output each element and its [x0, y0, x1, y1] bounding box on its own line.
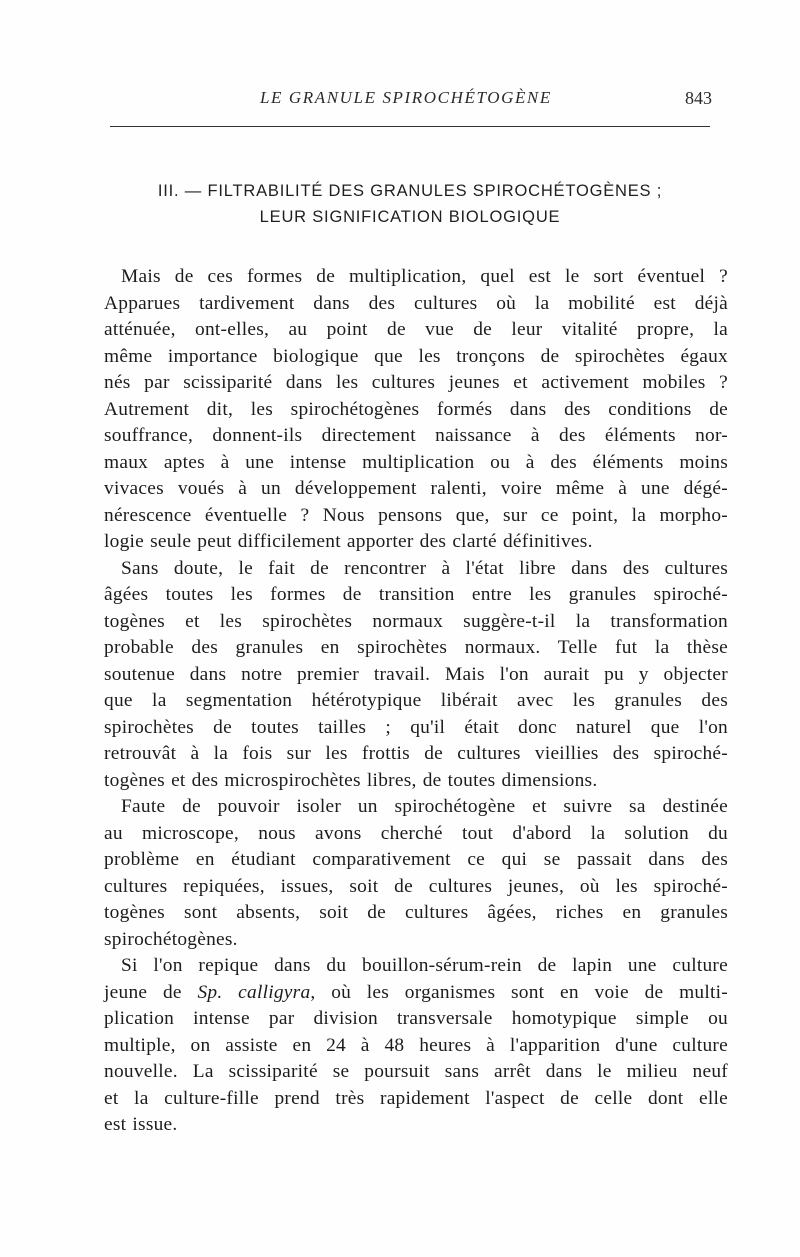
page-number: 843	[685, 88, 712, 108]
text-line: nés par scissiparité dans les cultures jeunes et activement mobiles ?	[104, 372, 728, 393]
body-text	[104, 264, 728, 1139]
text-line: est issue.	[104, 1114, 178, 1135]
running-title: LE GRANULE SPIROCHÉTOGÈNE	[260, 88, 552, 107]
paragraph	[104, 953, 728, 1139]
text-line: Si l'on repique dans du bouillon-sérum-rein de lapin une culture	[121, 955, 728, 976]
text-line: souffrance, donnent-ils directement naissance à des éléments nor-	[104, 425, 728, 446]
text-line: soutenue dans notre premier travail. Mais l'on aurait pu y objecter	[104, 663, 728, 685]
text-line: plication intense par division transversale homotypique simple ou	[104, 1008, 728, 1029]
text-line: logie seule peut difficilement apporter des clarté définitives.	[104, 531, 593, 552]
text-line: Faute de pouvoir isoler un spirochétogène et suivre sa destinée	[121, 796, 728, 817]
text-line: spirochétogènes.	[104, 928, 238, 950]
text-line: cultures repiquées, issues, soit de cultures jeunes, où les spiroché-	[104, 875, 728, 897]
paragraph	[104, 264, 728, 556]
text-line: probable des granules en spirochètes normaux. Telle fut la thèse	[104, 637, 728, 658]
text-line: et la culture-fille prend très rapidement l'aspect de celle dont elle	[104, 1087, 728, 1109]
text-line: Autrement dit, les spirochétogènes formés dans des conditions de	[104, 398, 728, 420]
text-line: maux aptes à une intense multiplication ou à des éléments moins	[104, 451, 728, 473]
species-name: Sp. calligyra	[197, 981, 311, 1003]
text-line: togènes et des microspirochètes libres, de toutes dimensions.	[104, 769, 598, 791]
text-line: togènes et les spirochètes normaux suggère-t-il la transformation	[104, 610, 728, 632]
text-line: âgées toutes les formes de transition entre les granules spiroché-	[104, 584, 728, 605]
text-line: vivaces voués à un développement ralenti, voire même à une dégé-	[104, 478, 728, 499]
text-line: que la segmentation hétérotypique libérait avec les granules des	[104, 690, 728, 711]
text-line: spirochètes de toutes tailles ; qu'il était donc naturel que l'on	[104, 716, 728, 738]
text-line: jeune de Sp. calligyra, où les organismes sont en voie de multi-	[104, 981, 728, 1003]
text-line: togènes sont absents, soit de cultures âgées, riches en granules	[104, 902, 728, 923]
paragraph	[104, 794, 728, 953]
text-line: même importance biologique que les tronçons de spirochètes égaux	[104, 345, 728, 367]
section-heading-line-2: LEUR SIGNIFICATION BIOLOGIQUE	[259, 208, 561, 226]
text-line: retrouvât à la fois sur les frottis de cultures vieillies des spiroché-	[104, 743, 728, 764]
running-head	[108, 88, 712, 114]
section-heading-line-1: III. — FILTRABILITÉ DES GRANULES SPIROCHÉTOGÈNES ;	[157, 182, 663, 200]
text-line: problème en étudiant comparativement ce qui se passait dans des	[104, 849, 728, 870]
section-heading	[104, 178, 716, 230]
paragraph	[104, 556, 728, 795]
text-line: multiple, on assiste en 24 à 48 heures à l'apparition d'une culture	[104, 1034, 728, 1056]
text-line: Apparues tardivement dans des cultures où la mobilité est déjà	[104, 292, 728, 314]
header-rule	[110, 126, 710, 127]
text-line: nouvelle. La scissiparité se poursuit sans arrêt dans le milieu neuf	[104, 1061, 728, 1082]
text-line: au microscope, nous avons cherché tout d'abord la solution du	[104, 822, 728, 844]
text-line: atténuée, ont-elles, au point de vue de leur vitalité propre, la	[104, 319, 728, 340]
text-line: Mais de ces formes de multiplication, quel est le sort éventuel ?	[121, 266, 728, 287]
text-line: Sans doute, le fait de rencontrer à l'état libre dans des cultures	[121, 557, 728, 579]
text-line: nérescence éventuelle ? Nous pensons que, sur ce point, la morpho-	[104, 504, 728, 526]
